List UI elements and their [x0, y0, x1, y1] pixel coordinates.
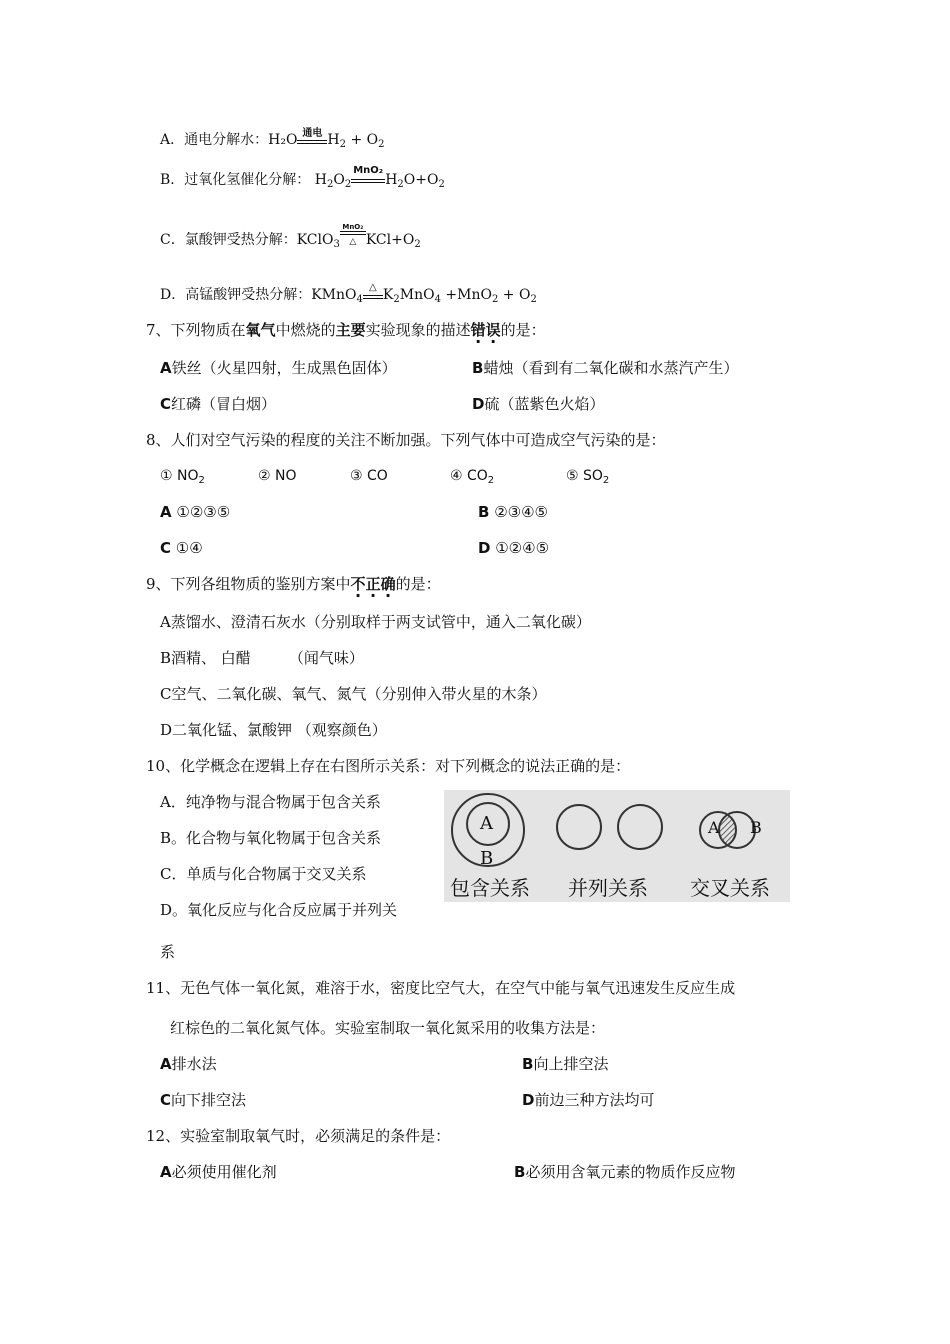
- q12-stem: 12、实验室制取氧气时，必须满足的条件是：: [146, 1127, 451, 1145]
- q10-option-c: C．单质与化合物属于交叉关系: [160, 865, 367, 883]
- option-letter: B: [472, 359, 484, 377]
- q7-stem: [146, 320, 546, 340]
- q10-option-a: A．纯净物与混合物属于包含关系: [160, 793, 381, 811]
- q9-keyword-not-correct: 确: [380, 575, 396, 593]
- q9-option-b: B酒精、 白醋 （闻气味）: [160, 649, 364, 667]
- option-letter: B: [522, 1055, 534, 1073]
- option-text: ②③④⑤: [494, 503, 549, 521]
- reaction-condition-arrow: [363, 282, 383, 305]
- q10-option-d: D。氧化反应与化合反应属于并列关: [160, 901, 398, 919]
- q12-option-a: [160, 1162, 277, 1182]
- option-text: ①②③⑤: [176, 503, 231, 521]
- q7-stem-text: 7、下列物质在: [146, 321, 246, 339]
- q9-keyword-not-correct: 不: [350, 575, 366, 593]
- gas-label: ④ CO: [450, 468, 488, 484]
- q9-keyword-not-correct: 正: [365, 575, 381, 593]
- option-letter: B: [478, 503, 490, 521]
- option-letter: C: [160, 395, 172, 413]
- q6-option-b: B．过氧化氢催化分解： $H_2O_2$ MnO₂ $H_2O+O_2$: [160, 170, 445, 195]
- q9-stem-text: 9、下列各组物质的鉴别方案中: [146, 575, 351, 593]
- label-parallel: 并列关系: [568, 876, 648, 900]
- parallel-circle-left: [557, 805, 601, 849]
- gas-label: ⑤ SO: [566, 468, 603, 484]
- option-letter: D: [522, 1091, 535, 1109]
- q7-option-b: [472, 358, 738, 378]
- option-letter: A: [160, 503, 172, 521]
- q8-option-d: [478, 538, 549, 558]
- q6-option-b-label: B．过氧化氢催化分解： H: [160, 172, 327, 188]
- heat-symbol: △: [349, 237, 357, 247]
- intersection-label-b: B: [750, 818, 762, 837]
- q9-option-d: D二氧化锰、氯酸钾 （观察颜色）: [160, 721, 387, 739]
- q9-stem: [146, 574, 441, 594]
- q12-option-b: [514, 1162, 735, 1182]
- q6-option-a-label: A．通电分解水：H: [160, 132, 281, 148]
- option-letter: C: [160, 1091, 172, 1109]
- option-text: ①②④⑤: [495, 539, 550, 557]
- gas-label: ② NO: [258, 468, 297, 484]
- q7-keyword-wrong: 误: [485, 321, 501, 339]
- q10-option-b: B。化合物与氧化物属于包含关系: [160, 829, 382, 847]
- condition-label: 通电: [302, 128, 323, 139]
- option-letter: A: [160, 359, 172, 377]
- q11-stem-line-2: 红棕色的二氧化氮气体。实验室制取一氧化氮采用的收集方法是：: [170, 1019, 606, 1037]
- gas-label: ③ CO: [350, 468, 388, 484]
- option-text: 铁丝（火星四射，生成黑色固体）: [171, 359, 397, 377]
- parallel-circle-right: [618, 805, 662, 849]
- q9-option-a: A蒸馏水、澄清石灰水（分别取样于两支试管中，通入二氧化碳）: [160, 613, 591, 631]
- reaction-condition-arrow: [297, 130, 327, 150]
- option-text: 向上排空法: [533, 1055, 609, 1073]
- q10-option-d-continued: 系: [160, 943, 176, 961]
- q8-gas-3: [350, 466, 388, 486]
- q7-option-c: [160, 394, 276, 414]
- q8-gas-2: [258, 466, 297, 486]
- option-text: ①④: [175, 539, 203, 557]
- q7-option-d: [472, 394, 604, 414]
- option-text: 排水法: [171, 1055, 217, 1073]
- reaction-condition-arrow: [351, 165, 385, 190]
- q6-option-d-label: D．高锰酸钾受热分解：KMnO: [160, 287, 357, 303]
- condition-label: MnO₂: [353, 165, 384, 176]
- q7-option-a: [160, 358, 397, 378]
- option-letter: D: [478, 539, 491, 557]
- containment-label-a: A: [480, 813, 493, 834]
- q11-option-a: [160, 1054, 217, 1074]
- q8-gas-5: ⑤ $SO_2$: [566, 468, 610, 486]
- q11-option-d: [522, 1090, 654, 1110]
- q6-option-c: C．氯酸钾受热分解：KClO$_3$ MnO₂ △ $KCl+O_2$: [160, 230, 421, 255]
- q6-option-c-label: C．氯酸钾受热分解：KClO: [160, 232, 334, 248]
- label-intersection: 交叉关系: [690, 876, 770, 900]
- option-text: 硫（蓝紫色火焰）: [484, 395, 605, 413]
- q8-option-c: [160, 538, 203, 558]
- containment-label-b: B: [480, 848, 494, 869]
- q7-stem-text: 中燃烧的: [275, 321, 336, 339]
- option-text: 必须用含氧元素的物质作反应物: [525, 1163, 736, 1181]
- q8-option-b: [478, 502, 548, 522]
- q7-keyword-wrong: 错: [470, 321, 486, 339]
- q11-option-b: [522, 1054, 608, 1074]
- option-letter: B: [514, 1163, 526, 1181]
- q9-stem-text: 的是：: [395, 575, 441, 593]
- intersection-label-a: A: [708, 818, 720, 837]
- q8-option-a: [160, 502, 230, 522]
- q8-stem: 8、人们对空气污染的程度的关注不断加强。下列气体中可造成空气污染的是：: [146, 431, 666, 449]
- option-text: 向下排空法: [171, 1091, 247, 1109]
- option-letter: A: [160, 1163, 172, 1181]
- reaction-condition-arrow: [340, 223, 366, 250]
- option-letter: C: [160, 539, 172, 557]
- heat-symbol: △: [369, 282, 377, 293]
- q8-gas-4: ④ $CO_2$: [450, 468, 495, 486]
- q11-option-c: [160, 1090, 246, 1110]
- option-text: 红磷（冒白烟）: [171, 395, 277, 413]
- label-containment: 包含关系: [450, 876, 530, 900]
- q7-keyword-main: 主要: [335, 321, 366, 339]
- q10-stem: 10、化学概念在逻辑上存在右图所示关系：对下列概念的说法正确的是：: [146, 757, 631, 775]
- relation-diagram: [444, 790, 790, 902]
- option-text: 前边三种方法均可: [534, 1091, 655, 1109]
- gas-label: ① NO: [160, 468, 199, 484]
- option-text: 蜡烛（看到有二氧化碳和水蒸汽产生）: [483, 359, 739, 377]
- q7-keyword-oxygen: 氧气: [245, 321, 276, 339]
- option-letter: D: [472, 395, 485, 413]
- condition-label: MnO₂: [342, 223, 364, 231]
- q8-gas-1: ① $NO_2$: [160, 468, 205, 486]
- q11-stem-line-1: 11、无色气体一氧化氮，难溶于水，密度比空气大，在空气中能与氧气迅速发生反应生成: [146, 979, 736, 997]
- option-letter: A: [160, 1055, 172, 1073]
- q6-option-d: D．高锰酸钾受热分解：KMnO$_4$ △ $K_2MnO_4 +MnO_2 + O_2$: [160, 285, 537, 310]
- q9-option-c: C空气、二氧化碳、氧气、氮气（分别伸入带火星的木条）: [160, 685, 547, 703]
- q7-stem-text: 的是：: [500, 321, 546, 339]
- q6-option-a: A．通电分解水：H₂O 通电 $H_2 + O_2$: [160, 130, 385, 155]
- q7-stem-text: 实验现象的描述: [365, 321, 471, 339]
- option-text: 必须使用催化剂: [171, 1163, 277, 1181]
